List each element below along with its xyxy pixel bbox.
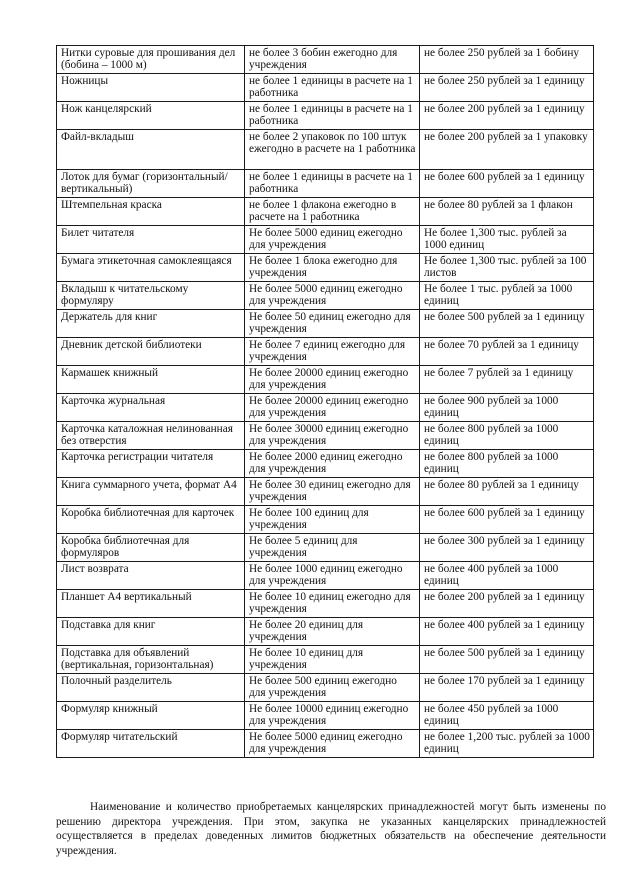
cell-item: Дневник детской библиотеки [57,338,245,366]
cell-quantity: Не более 20 единиц для учреждения [245,618,420,646]
cell-price: не более 400 рублей за 1000 единиц [420,562,594,590]
stationery-norms-table [56,45,594,758]
cell-quantity: Не более 20000 единиц ежегодно для учреждения [245,366,420,394]
cell-item: Нож канцелярский [57,102,245,130]
table-row [57,674,594,702]
table-row [57,590,594,618]
cell-item: Кармашек книжный [57,366,245,394]
cell-price: не более 200 рублей за 1 упаковку [420,130,594,170]
cell-item: Файл-вкладыш [57,130,245,170]
cell-item: Полочный разделитель [57,674,245,702]
cell-item: Держатель для книг [57,310,245,338]
table-row [57,226,594,254]
table-row [57,254,594,282]
table-row [57,170,594,198]
cell-price: не более 800 рублей за 1000 единиц [420,450,594,478]
cell-price: не более 900 рублей за 1000 единиц [420,394,594,422]
cell-quantity: Не более 10 единиц для учреждения [245,646,420,674]
cell-price: Не более 1 тыс. рублей за 1000 единиц [420,282,594,310]
table-row [57,506,594,534]
cell-price: не более 200 рублей за 1 единицу [420,590,594,618]
cell-item: Карточка журнальная [57,394,245,422]
cell-price: не более 450 рублей за 1000 единиц [420,702,594,730]
cell-price: не более 7 рублей за 1 единицу [420,366,594,394]
cell-quantity: не более 1 единицы в расчете на 1 работника [245,170,420,198]
cell-quantity: не более 1 единицы в расчете на 1 работника [245,102,420,130]
cell-quantity: не более 1 флакона ежегодно в расчете на 1 работника [245,198,420,226]
cell-item: Книга суммарного учета, формат А4 [57,478,245,506]
cell-price: не более 200 рублей за 1 единицу [420,102,594,130]
table-row [57,646,594,674]
table-row [57,534,594,562]
table-body [57,46,594,758]
cell-price: не более 80 рублей за 1 флакон [420,198,594,226]
table-row [57,46,594,74]
cell-item: Коробка библиотечная для формуляров [57,534,245,562]
table-row [57,282,594,310]
cell-quantity: Не более 10000 единиц ежегодно для учреждения [245,702,420,730]
cell-price: не более 500 рублей за 1 единицу [420,646,594,674]
table-row [57,74,594,102]
cell-item: Ножницы [57,74,245,102]
cell-quantity: не более 2 упаковок по 100 штук ежегодно в расчете на 1 работника [245,130,420,170]
cell-price: не более 170 рублей за 1 единицу [420,674,594,702]
table-row [57,702,594,730]
table-row [57,450,594,478]
cell-item: Планшет А4 вертикальный [57,590,245,618]
cell-item: Формуляр книжный [57,702,245,730]
cell-quantity: Не более 10 единиц ежегодно для учреждения [245,590,420,618]
cell-item: Билет читателя [57,226,245,254]
cell-price: не более 250 рублей за 1 единицу [420,74,594,102]
cell-quantity: Не более 5000 единиц ежегодно для учреждения [245,226,420,254]
cell-price: не более 500 рублей за 1 единицу [420,310,594,338]
table-row [57,130,594,170]
cell-item: Бумага этикеточная самоклеящаяся [57,254,245,282]
cell-item: Нитки суровые для прошивания дел (бобина – 1000 м) [57,46,245,74]
cell-price: не более 300 рублей за 1 единицу [420,534,594,562]
cell-price: не более 250 рублей за 1 бобину [420,46,594,74]
cell-price: не более 600 рублей за 1 единицу [420,506,594,534]
cell-quantity: Не более 30 единиц ежегодно для учреждения [245,478,420,506]
cell-item: Формуляр читательский [57,730,245,758]
table-row [57,562,594,590]
cell-price: не более 80 рублей за 1 единицу [420,478,594,506]
cell-item: Лоток для бумаг (горизонтальный/вертикальный) [57,170,245,198]
cell-quantity: Не более 2000 единиц ежегодно для учреждения [245,450,420,478]
cell-quantity: Не более 500 единиц ежегодно для учреждения [245,674,420,702]
cell-item: Карточка каталожная нелинованная без отверстия [57,422,245,450]
cell-item: Вкладыш к читательскому формуляру [57,282,245,310]
cell-quantity: Не более 5000 единиц ежегодно для учреждения [245,730,420,758]
cell-price: не более 400 рублей за 1 единицу [420,618,594,646]
cell-item: Подставка для книг [57,618,245,646]
cell-price: не более 1,200 тыс. рублей за 1000 единиц [420,730,594,758]
table-row [57,394,594,422]
cell-item: Коробка библиотечная для карточек [57,506,245,534]
cell-quantity: Не более 30000 единиц ежегодно для учреждения [245,422,420,450]
cell-price: Не более 1,300 тыс. рублей за 1000 единиц [420,226,594,254]
footnote-paragraph: Наименование и количество приобретаемых канцелярских принадлежностей могут быть изменены по решению директора учреждения. При этом, закупка не указанных канцелярских принадлежностей осуществляется в пределах доведенных лимитов бюджетных обязательств на обеспечение деятельности учреждения. [56,801,606,857]
cell-quantity: Не более 7 единиц ежегодно для учреждения [245,338,420,366]
table-row [57,618,594,646]
table-row [57,730,594,758]
cell-quantity: Не более 1 блока ежегодно для учреждения [245,254,420,282]
cell-quantity: Не более 5000 единиц ежегодно для учреждения [245,282,420,310]
cell-quantity: Не более 50 единиц ежегодно для учреждения [245,310,420,338]
cell-quantity: не более 3 бобин ежегодно для учреждения [245,46,420,74]
table-row [57,102,594,130]
cell-price: не более 800 рублей за 1000 единиц [420,422,594,450]
table-row [57,478,594,506]
cell-price: Не более 1,300 тыс. рублей за 100 листов [420,254,594,282]
table-row [57,366,594,394]
cell-quantity: Не более 100 единиц для учреждения [245,506,420,534]
cell-item: Штемпельная краска [57,198,245,226]
cell-price: не более 70 рублей за 1 единицу [420,338,594,366]
table-row [57,422,594,450]
cell-quantity: не более 1 единицы в расчете на 1 работника [245,74,420,102]
cell-item: Подставка для объявлений (вертикальная, горизонтальная) [57,646,245,674]
cell-quantity: Не более 5 единиц для учреждения [245,534,420,562]
table-row [57,310,594,338]
cell-price: не более 600 рублей за 1 единицу [420,170,594,198]
table-row [57,198,594,226]
cell-quantity: Не более 1000 единиц ежегодно для учреждения [245,562,420,590]
cell-quantity: Не более 20000 единиц ежегодно для учреждения [245,394,420,422]
cell-item: Карточка регистрации читателя [57,450,245,478]
cell-item: Лист возврата [57,562,245,590]
table-row [57,338,594,366]
